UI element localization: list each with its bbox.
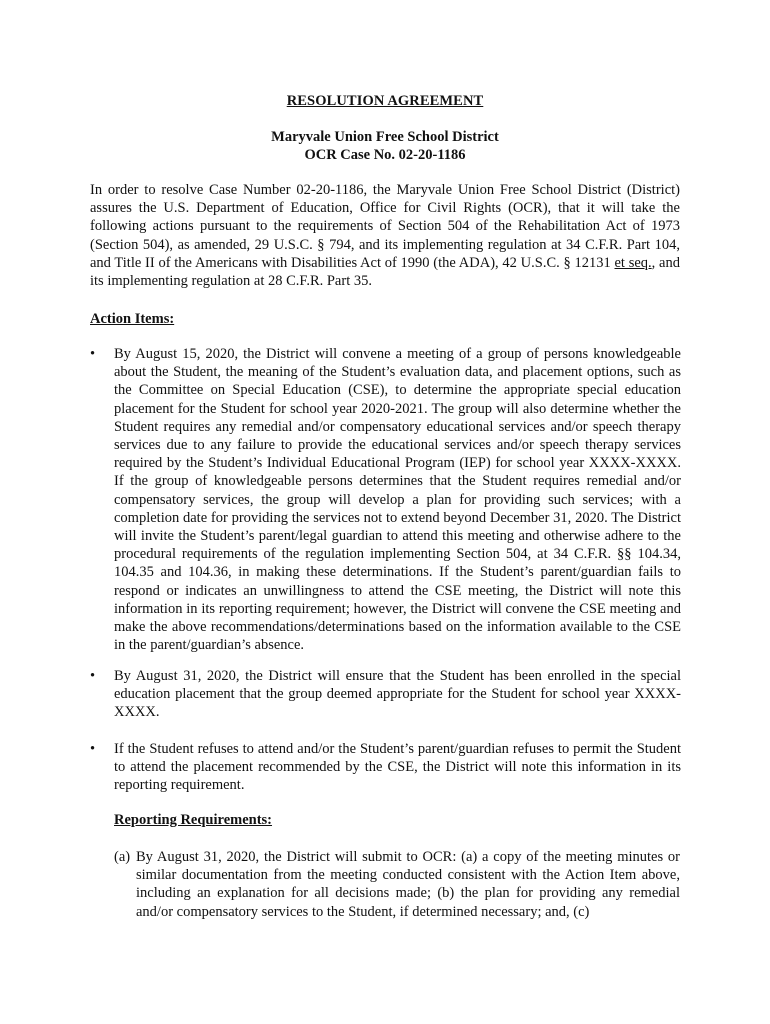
action-items-heading: Action Items: [90, 311, 175, 327]
district-name: Maryvale Union Free School District [271, 129, 499, 145]
bullet-icon: • [90, 741, 96, 757]
case-number: OCR Case No. 02-20-1186 [304, 147, 466, 163]
intro-paragraph [90, 181, 680, 290]
action-item-text: By August 31, 2020, the District will ensure that the Student has been enrolled in the special education placement that the group deemed appropriate for the Student for school year XXXX-XXXX. [114, 668, 681, 721]
et-seq-reference: et seq. [614, 254, 652, 271]
reporting-requirements-heading: Reporting Requirements: [114, 812, 273, 828]
bullet-icon: • [90, 346, 96, 362]
action-item-text: By August 15, 2020, the District will convene a meeting of a group of persons knowledgeable about the Student, the meaning of the Student’s evaluation data, and placement options, such as the Committee on Special Education (CSE), to determine the appropriate special education placement for the Student for school year 2020-2021. The group will also determine whether the Student requires any remedial and/or compensatory educational services and/or speech therapy services due to any failure to provide the educational services and/or speech therapy services required by the Student’s Individual Educational Program (IEP) for school year XXXX-XXXX. If the group of knowledgeable persons determines that the Student requires remedial and/or compensatory services, the group will develop a plan for providing such services; with a completion date for providing the services not to extend beyond December 31, 2020. The District will invite the Student’s parent/legal guardian to attend this meeting and otherwise adhere to the procedural requirements of the regulation implementing Section 504, at 34 C.F.R. §§ 104.34, 104.35 and 104.36, in making these determinations. If the Student’s parent/guardian fails to respond or indicates an unwillingness to attend the CSE meeting, the District will note this information in its reporting requirement; however, the District will convene the CSE meeting and make the above recommendations/determinations based on the information available to the CSE in the parent/guardian’s absence. [114, 346, 681, 654]
reporting-item-label: (a) [114, 849, 131, 865]
intro-text-end: , and its implementing regulation at 28 C.F.R. Part 35. [90, 254, 680, 290]
document-title: RESOLUTION AGREEMENT [286, 93, 484, 109]
bullet-icon: • [90, 668, 96, 684]
action-item-text: If the Student refuses to attend and/or the Student’s parent/guardian refuses to permit the Student to attend the placement recommended by the CSE, the District will note this information in its reporting requirement. [114, 741, 681, 794]
reporting-item-text: By August 31, 2020, the District will submit to OCR: (a) a copy of the meeting minutes or similar documentation from the meeting conducted consistent with the Action Item above, including an explanation for all decisions made; (b) the plan for providing any remedial and/or compensatory services to the Student, if determined necessary; and, (c) [136, 849, 680, 920]
intro-text: In order to resolve Case Number 02-20-1186, the Maryvale Union Free School District (District) assures the U.S. Department of Education, Office for Civil Rights (OCR), that it will take the following actions pursuant to the requirements of Section 504 of the Rehabilitation Act of 1973 (Section 504), as amended, 29 U.S.C. § 794, and its implementing regulation at 34 C.F.R. Part 104, and Title II of the Americans with Disabilities Act of 1990 (the ADA), 42 U.S.C. § 12131 [90, 182, 680, 271]
